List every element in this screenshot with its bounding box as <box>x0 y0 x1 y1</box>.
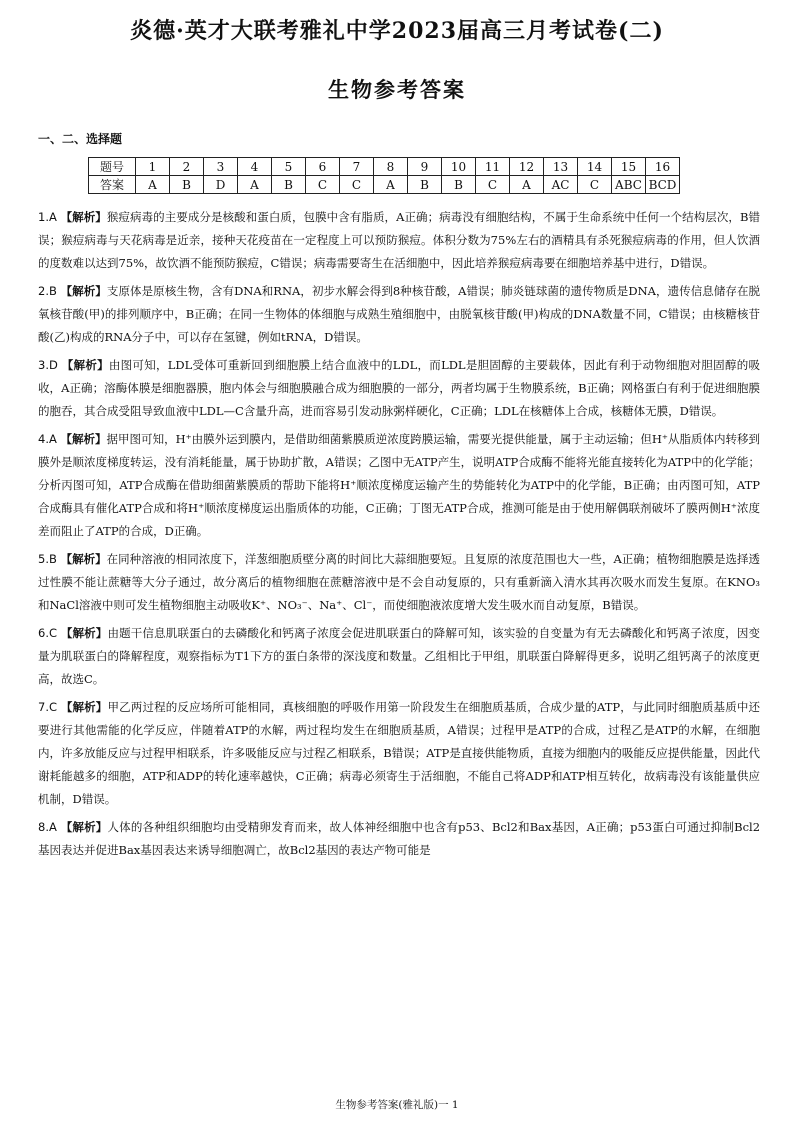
question-number: 3 <box>204 158 238 176</box>
question-number: 6 <box>306 158 340 176</box>
item-text: 支原体是原核生物，含有DNA和RNA，初步水解会得到8种核苷酸，A错误；肺炎链球菌的遗传物质是DNA，遗传信息储存在脱氧核苷酸(甲)的排列顺序中，B正确；在同一生物体的体细胞与成熟生殖细胞中，由脱氧核苷酸(甲)构成的DNA数量不同，C错误；由核糖核苷酸(乙)构成的RNA分子中，可以存在氢键，例如tRNA，D错误。 <box>38 284 761 344</box>
question-number: 5 <box>272 158 306 176</box>
answer-cell: A <box>238 176 272 194</box>
question-number: 16 <box>646 158 680 176</box>
explanation-item <box>38 428 760 543</box>
item-text: 猴痘病毒的主要成分是核酸和蛋白质，包膜中含有脂质，A正确；病毒没有细胞结构，不属于生命系统中任何一个结构层次，B错误；猴痘病毒与天花病毒是近亲，接种天花疫苗在一定程度上可以预防猴痘。体积分数为75%左右的酒精具有杀死猴痘病毒的作用，但人饮酒的度数难以达到75%，故饮酒不能预防猴痘，C错误；病毒需要寄生在活细胞中，因此培养猴痘病毒要在细胞培养基中进行，D错误。 <box>38 210 761 270</box>
item-text: 由题干信息肌联蛋白的去磷酸化和钙离子浓度会促进肌联蛋白的降解可知，该实验的自变量为有无去磷酸化和钙离子浓度，因变量为肌联蛋白的降解程度，观察指标为T1下方的蛋白条带的深浅度和数量。乙组相比于甲组，肌联蛋白降解得更多，说明乙组钙离子的浓度更高，故选C。 <box>38 626 760 686</box>
question-number: 14 <box>578 158 612 176</box>
explanation-item <box>38 816 760 862</box>
answer-cell: A <box>136 176 170 194</box>
explanation-item <box>38 548 760 617</box>
question-number: 11 <box>476 158 510 176</box>
answer-cell: C <box>306 176 340 194</box>
analysis-tag: 【解析】 <box>61 358 109 372</box>
item-number: 5.B <box>38 552 57 566</box>
explanation-item <box>38 206 760 275</box>
explanation-item <box>38 280 760 349</box>
explanations <box>38 206 760 867</box>
answer-table <box>88 157 680 194</box>
item-text: 甲乙两过程的反应场所可能相同，真核细胞的呼吸作用第一阶段发生在细胞质基质，合成少量的ATP，与此同时细胞质基质中还要进行其他需能的化学反应，伴随着ATP的水解，两过程均发生在细胞质基质，A错误；过程甲是ATP的合成，过程乙是ATP的水解，在细胞内，许多放能反应与过程甲相联系，许多吸能反应与过程乙相联系，B错误；ATP是直接供能物质，直接为细胞内的吸能反应提供能量，因此代谢耗能越多的细胞，ATP和ADP的转化速率越快，C正确；病毒必须寄生于活细胞，不能自己将ADP和ATP相互转化，故病毒没有该能量供应机制，D错误。 <box>38 700 761 806</box>
analysis-tag: 【解析】 <box>60 552 107 566</box>
question-number: 12 <box>510 158 544 176</box>
answer-cell: AC <box>544 176 578 194</box>
answer-cell: B <box>408 176 442 194</box>
item-number: 4.A <box>38 432 57 446</box>
answer-cell: ABC <box>612 176 646 194</box>
question-number: 15 <box>612 158 646 176</box>
answer-table-number-row <box>89 158 680 176</box>
item-number: 8.A <box>38 820 57 834</box>
item-text: 在同种溶液的相同浓度下，洋葱细胞质壁分离的时间比大蒜细胞要短。且复原的浓度范围也大一些，A正确；植物细胞膜是选择透过性膜不能让蔗糖等大分子通过，故分离后的植物细胞在蔗糖溶液中是不会自动复原的，只有重新滴入清水其再次吸水而发生复原。在KNO₃和NaCl溶液中则可发生植物细胞主动吸收K⁺、NO₃⁻、Na⁺、Cl⁻，而使细胞液浓度增大发生吸水而自动复原，B错误。 <box>38 552 761 612</box>
section-heading: 一、二、选择题 <box>38 132 123 146</box>
answer-cell: A <box>374 176 408 194</box>
page-title: 炎德·英才大联考雅礼中学2023届高三月考试卷(二) <box>130 18 664 44</box>
answer-table-answer-row <box>89 176 680 194</box>
explanation-item <box>38 696 760 811</box>
analysis-tag: 【解析】 <box>60 820 108 834</box>
row-label-number: 题号 <box>89 158 136 176</box>
answer-cell: A <box>510 176 544 194</box>
question-number: 4 <box>238 158 272 176</box>
question-number: 10 <box>442 158 476 176</box>
answer-cell: B <box>272 176 306 194</box>
answer-cell: D <box>204 176 238 194</box>
answer-cell: C <box>340 176 374 194</box>
item-number: 6.C <box>38 626 58 640</box>
analysis-tag: 【解析】 <box>60 432 107 446</box>
answer-cell: C <box>578 176 612 194</box>
item-text: 据甲图可知，H⁺由膜外运到膜内，是借助细菌紫膜质逆浓度跨膜运输，需要光提供能量，属于主动运输；但H⁺从脂质体内转移到膜外是顺浓度梯度转运，没有消耗能量，属于协助扩散，A错误；乙图中无ATP产生，说明ATP合成酶不能将光能直接转化为ATP中的化学能；分析丙图可知，ATP合成酶在借助细菌紫膜质的帮助下能将H⁺顺浓度梯度运输产生的势能转化为ATP中的化学能，B正确；由丙图可知，ATP合成酶具有催化ATP合成和将H⁺顺浓度梯度运出脂质体的功能，C正确；丁图无ATP合成，推测可能是由于使用解偶联剂破坏了膜两侧H⁺浓度差而阻止了ATP的合成，D正确。 <box>38 432 761 538</box>
analysis-tag: 【解析】 <box>60 284 107 298</box>
analysis-tag: 【解析】 <box>60 626 108 640</box>
page-subtitle: 生物参考答案 <box>328 78 466 102</box>
explanation-item <box>38 354 760 423</box>
item-number: 1.A <box>38 210 57 224</box>
question-number: 2 <box>170 158 204 176</box>
question-number: 1 <box>136 158 170 176</box>
item-number: 2.B <box>38 284 57 298</box>
answer-cell: C <box>476 176 510 194</box>
question-number: 7 <box>340 158 374 176</box>
item-text: 人体的各种组织细胞均由受精卵发育而来，故人体神经细胞中也含有p53、Bcl2和Bax基因，A正确；p53蛋白可通过抑制Bcl2基因表达并促进Bax基因表达来诱导细胞凋亡，故Bcl2基因的表达产物可能是 <box>38 820 761 857</box>
explanation-item <box>38 622 760 691</box>
item-number: 3.D <box>38 358 58 372</box>
answer-cell: B <box>442 176 476 194</box>
question-number: 13 <box>544 158 578 176</box>
item-text: 由图可知，LDL受体可重新回到细胞膜上结合血液中的LDL，而LDL是胆固醇的主要载体，因此有利于动物细胞对胆固醇的吸收，A正确；溶酶体膜是细胞器膜，胞内体会与细胞膜融合成为细胞膜的一部分，两者均属于生物膜系统，B正确；网格蛋白有利于促进细胞膜的胞吞，其合成受阻导致血液中LDL—C含量升高，进而容易引发动脉粥样硬化，C正确；LDL在核糖体上合成，核糖体无膜，D错误。 <box>38 358 760 418</box>
answer-cell: BCD <box>646 176 680 194</box>
analysis-tag: 【解析】 <box>60 700 108 714</box>
analysis-tag: 【解析】 <box>60 210 107 224</box>
item-number: 7.C <box>38 700 58 714</box>
answer-cell: B <box>170 176 204 194</box>
question-number: 8 <box>374 158 408 176</box>
page-footer: 生物参考答案(雅礼版)一 1 <box>335 1099 459 1111</box>
question-number: 9 <box>408 158 442 176</box>
row-label-answer: 答案 <box>89 176 136 194</box>
